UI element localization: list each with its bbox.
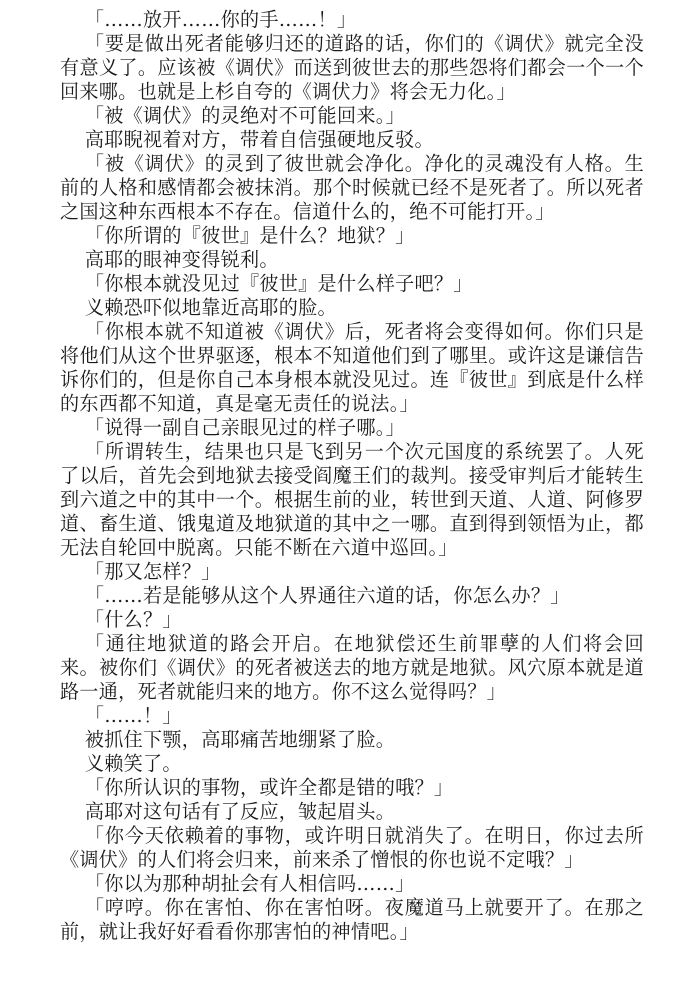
paragraph: 「你以为那种胡扯会有人相信吗……」 bbox=[84, 872, 415, 895]
paragraph: 被抓住下颚，高耶痛苦地绷紧了脸。 bbox=[84, 728, 396, 751]
paragraph: 「通往地狱道的路会开启。在地狱偿还生前罪孽的人们将会回来。被你们《调伏》的死者被送去的地方就是地狱。风穴原本就是道路一通，死者就能归来的地方。你不这么觉得吗？」 bbox=[60, 632, 644, 703]
paragraph: 「……放开……你的手……！」 bbox=[84, 8, 357, 31]
paragraph: 「说得一副自己亲眼见过的样子哪。」 bbox=[84, 416, 405, 439]
paragraph: 高耶对这句话有了反应，皱起眉头。 bbox=[84, 800, 396, 823]
paragraph: 「被《调伏》的灵到了彼世就会净化。净化的灵魂没有人格。生前的人格和感情都会被抹消。那个时候就已经不是死者了。所以死者之国这种东西根本不存在。信道什么的，绝不可能打开。」 bbox=[60, 152, 644, 223]
paragraph: 义赖恐吓似地靠近高耶的脸。 bbox=[84, 296, 337, 319]
paragraph: 「要是做出死者能够归还的道路的话，你们的《调伏》就完全没有意义了。应该被《调伏》而送到彼世去的那些怨将们都会一个一个回来哪。也就是上杉自夸的《调伏力》将会无力化。」 bbox=[60, 32, 644, 103]
paragraph: 「你所谓的『彼世』是什么？地狱？」 bbox=[84, 224, 415, 247]
paragraph: 「那又怎样？」 bbox=[84, 560, 221, 583]
paragraph: 「什么？」 bbox=[84, 608, 182, 631]
paragraph: 高耶的眼神变得锐利。 bbox=[84, 248, 279, 271]
paragraph: 「被《调伏》的灵绝对不可能回来。」 bbox=[84, 104, 405, 127]
paragraph: 「所谓转生，结果也只是飞到另一个次元国度的系统罢了。人死了以后，首先会到地狱去接受阎魔王们的裁判。接受审判后才能转生到六道之中的其中一个。根据生前的业，转世到天道、人道、阿修罗道、畜生道、饿鬼道及地狱道的其中之一哪。直到得到领悟为止，都无法自轮回中脱离。只能不断在六道中巡回。」 bbox=[60, 440, 644, 559]
paragraph: 义赖笑了。 bbox=[84, 752, 182, 775]
paragraph: 「……若是能够从这个人界通往六道的话，你怎么办？」 bbox=[84, 584, 570, 607]
paragraph: 高耶睨视着对方，带着自信强硬地反驳。 bbox=[84, 128, 434, 151]
document-page bbox=[60, 8, 644, 944]
paragraph: 「……！」 bbox=[84, 704, 182, 727]
paragraph: 「你所认识的事物，或许全都是错的哦？」 bbox=[84, 776, 454, 799]
paragraph: 「你根本就没见过『彼世』是什么样子吧？」 bbox=[84, 272, 473, 295]
paragraph: 「哼哼。你在害怕、你在害怕呀。夜魔道马上就要开了。在那之前，就让我好好看看你那害怕的神情吧。」 bbox=[60, 896, 644, 943]
paragraph: 「你根本就不知道被《调伏》后，死者将会变得如何。你们只是将他们从这个世界驱逐，根本不知道他们到了哪里。或许这是谦信告诉你们的，但是你自己本身根本就没见过。连『彼世』到底是什么样的东西都不知道，真是毫无责任的说法。」 bbox=[60, 320, 644, 415]
paragraph: 「你今天依赖着的事物，或许明日就消失了。在明日，你过去所《调伏》的人们将会归来，前来杀了憎恨的你也说不定哦？」 bbox=[60, 824, 644, 871]
